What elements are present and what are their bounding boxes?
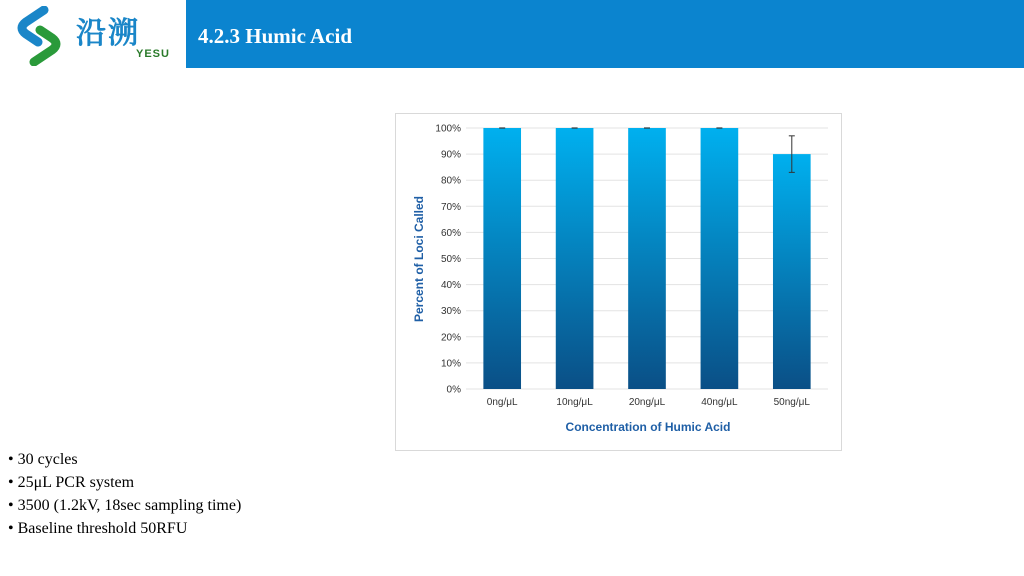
chart-container (395, 113, 842, 451)
note-item: • Baseline threshold 50RFU (8, 517, 241, 540)
bar (483, 128, 521, 389)
logo (0, 0, 186, 72)
notes-list (8, 448, 241, 540)
y-tick-label: 0% (446, 384, 461, 396)
x-tick-label: 50ng/μL (773, 397, 810, 408)
y-tick-label: 30% (440, 306, 461, 318)
y-tick-label: 10% (440, 358, 461, 370)
bar (628, 128, 666, 389)
logo-chinese-name: 沿溯 (76, 16, 140, 51)
note-item: • 30 cycles (8, 448, 241, 471)
y-tick-label: 40% (440, 280, 461, 292)
y-tick-label: 20% (440, 332, 461, 344)
header-bar (186, 0, 1024, 68)
yesu-s-logo-icon (14, 6, 64, 66)
note-item: • 25μL PCR system (8, 471, 241, 494)
y-tick-label: 60% (440, 227, 461, 239)
y-tick-label: 80% (440, 175, 461, 187)
x-tick-label: 0ng/μL (486, 397, 518, 408)
y-tick-label: 50% (440, 254, 461, 265)
x-tick-label: 20ng/μL (628, 397, 666, 408)
x-tick-label: 10ng/μL (556, 397, 593, 408)
logo-english-name: YESU (136, 48, 170, 60)
y-tick-label: 70% (440, 201, 461, 213)
y-tick-label: 100% (435, 123, 461, 135)
x-axis-label: Concentration of Humic Acid (565, 420, 731, 434)
bar-chart (396, 114, 841, 450)
bar (773, 154, 811, 389)
page-title: 4.2.3 Humic Acid (198, 24, 353, 48)
x-tick-label: 40ng/μL (701, 397, 738, 408)
y-axis-label: Percent of Loci Called (412, 195, 426, 323)
bar (701, 128, 739, 389)
y-tick-label: 90% (440, 149, 461, 161)
note-item: • 3500 (1.2kV, 18sec sampling time) (8, 494, 241, 517)
bar (556, 128, 594, 389)
